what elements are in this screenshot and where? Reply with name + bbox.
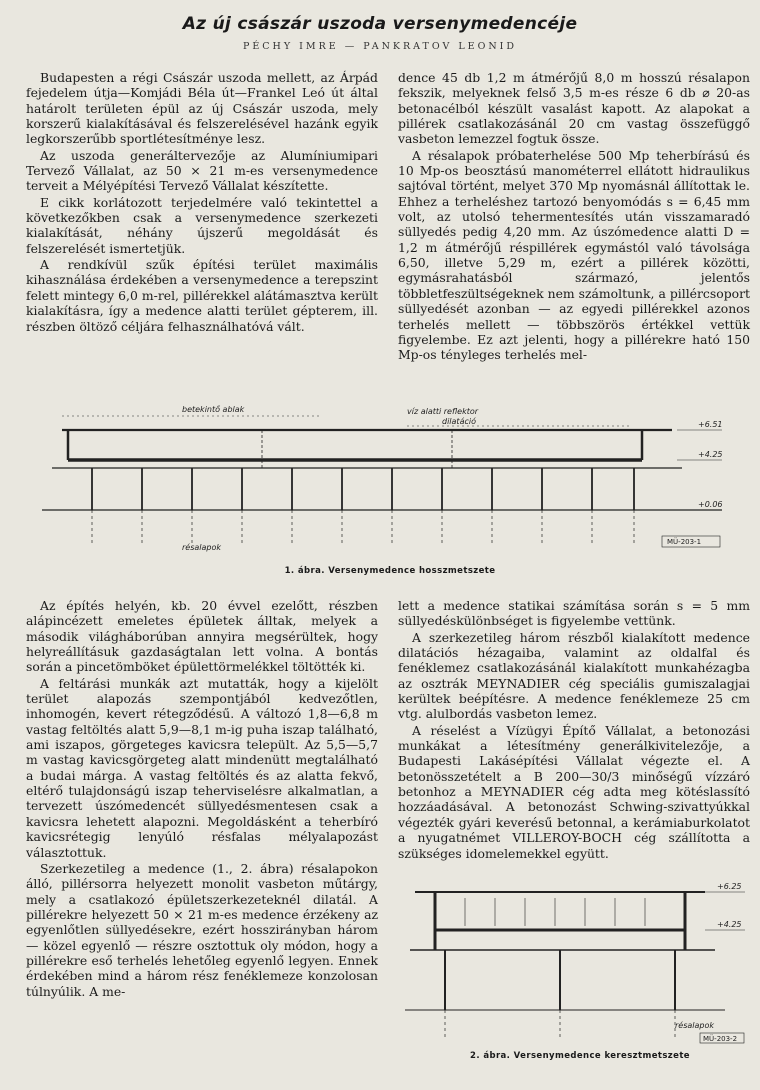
paragraph: A rendkívül szűk építési terület maximális kihasználása érdekében a versenymedence a terepszint felett mintegy 6,0 m-rel, pillérekkel alátámasztva került kialakításra, így a medence alatti terület gépterem, ill. részben öltöző céljára felhasználhatóvá vált.: [26, 257, 378, 334]
paragraph: A feltárási munkák azt mutatták, hogy a kijelölt terület alapozás szempontjából kedvezőtlen, inhomogén, kevert rétegződésű. A változó 1,8—6,8 m vastag feltöltés alatt 5,9—8,1 m-ig puha iszap található, ami iszapos, görgeteges kavicsra települt. Az 5,5—5,7 m vastag kavicsgörgeteg alatt mindenütt megtalálható a budai márga. A vastag feltöltés és az alatta fekvő, eltérő tulajdonságú iszap teherviselésre alkalmatlan, a tervezett úszómedencét süllyedésmentesen csak a kavicsra lehetett alapozni. Megoldásként a teherbíró kavicsrétegig lenyúló résfalas mélyalapozást választottuk.: [26, 675, 378, 860]
paragraph: dence 45 db 1,2 m átmérőjű 8,0 m hosszú résalapon fekszik, melyeknek felső 3,5 m-es része 6 db ⌀ 20-as betonacélból készült vasalást kapott. Az alapokat a pillérek csatlakozásánál 20 cm vastag összefüggő vasbeton lemezzel fogtuk össze.: [398, 70, 750, 147]
text-column-4: [398, 598, 750, 862]
label-piles: résalapok: [182, 543, 222, 552]
paragraph: Budapesten a régi Császár uszoda mellett, az Árpád fejedelem útja—Komjádi Béla út—Frankel Leó út által határolt területen épül az új Császár uszoda, mely korszerű kialakításával és felszerelésével hazánk egyik legkorszerűbb sportlétesítménye lesz.: [26, 70, 378, 147]
figure-2-cross-section: [405, 870, 750, 1045]
drawing-number: MÜ-203-2: [703, 1035, 738, 1043]
label-piles: résalapok: [675, 1021, 715, 1030]
paragraph: A résalapok próbaterhelése 500 Mp teherbírású és 10 Mp-os beosztású manométerrel ellátott hidraulikus sajtóval történt, melyet 370 Mp nyomásnál állítottak le. Ehhez a terheléshez tartozó benyomódás s = 6,45 mm volt, az utolsó tehermentesítés után visszamaradó süllyedés pedig 4,20 mm. Az úszómedence alatti D = 1,2 m átmérőjű réspillérek egymástól való távolsága 6,50, illetve 5,29 m, ezért a pillérek közötti, egymásrahatásból származó, jelentős többletfeszültségeknek nem számoltunk, a pillércsoport süllyedését azonban — az egyedi pillérekkel azonos terhelés mellett — többszörös értékkel vettük figyelembe. Ez azt jelenti, hogy a pillérekre ható 150 Mp-os tényleges terhelés mel-: [398, 147, 750, 363]
label-windows: betekintő ablak: [182, 405, 245, 414]
article-title: Az új császár uszoda versenymedencéje: [182, 14, 578, 34]
text-column-3: [26, 598, 378, 1000]
article-authors: PÉCHY IMRE — PANKRATOV LEONID: [242, 41, 518, 52]
label-dilatation: dilatáció: [442, 417, 476, 426]
text-column-1: [26, 70, 378, 335]
paragraph: Az építés helyén, kb. 20 évvel ezelőtt, részben alápincézett emeletes épületek álltak, melyek a második világháborúban annyira megsérültek, hogy helyreállításuk gazdaságtalan lett volna. A bontás során a pincetömböket épülettörmelékkel töltötték ki.: [26, 598, 378, 675]
drawing-number: MÜ-203-1: [667, 538, 702, 546]
level-mid: +4.25: [698, 450, 723, 459]
level-top: +6.51: [698, 420, 723, 429]
paragraph: E cikk korlátozott terjedelmére való tekintettel a következőkben csak a versenymedence szerkezeti kialakítását, néhány újszerű megoldását és felszerelését ismertetjük.: [26, 194, 378, 256]
level-top: +6.25: [717, 882, 742, 891]
figure-2-caption: 2. ábra. Versenymedence keresztmetszete: [470, 1051, 690, 1061]
paragraph: A szerkezetileg három részből kialakított medence dilatációs hézagaiba, valamint az oldalfal és fenéklemez csatlakozásánál kialakított munkahézagba az osztrák MEYNADIER cég speciális gumiszalagjai kerültek beépítésre. A medence fenéklemeze 25 cm vtg. alulbordás vasbeton lemez.: [398, 629, 750, 722]
paragraph: lett a medence statikai számítása során s = 5 mm süllyedéskülönbséget is figyelembe vettünk.: [398, 598, 750, 629]
level-ground: +0.06: [698, 500, 723, 509]
figure-1-caption: 1. ábra. Versenymedence hosszmetszete: [284, 566, 496, 576]
figure-1-longitudinal-section: [22, 398, 750, 553]
paragraph: A réselést a Vízügyi Építő Vállalat, a betonozási munkákat a létesítmény generálkivitelezője, a Budapesti Lakásépítési Vállalat végezte el. A betonösszetételt a B 200—30/3 minőségű vízzáró betonhoz a MEYNADIER cég adta meg kötéslassító hozzáadásával. A betonozást Schwing-szivattyúkkal végezték gyári keverésű betonnal, a kerámiaburkolatot a nyugatnémet VILLEROY-BOCH cég szállította a szükséges idomelemekkel együtt.: [398, 722, 750, 861]
label-reflector: víz alatti reflektor: [407, 407, 479, 416]
level-mid: +4.25: [717, 920, 742, 929]
paragraph: Az uszoda generáltervezője az Alumíniumipari Tervező Vállalat, az 50 × 21 m-es versenymedence terveit a Mélyépítési Tervező Vállalat készítette.: [26, 147, 378, 194]
paragraph: Szerkezetileg a medence (1., 2. ábra) résalapokon álló, pillérsorra helyezett monolit vasbeton műtárgy, mely a csatlakozó épületszerkezeteknél dilatál. A pillérekre helyezett 50 × 21 m-es medence érzékeny az egyenlőtlen süllyedésekre, ezért hosszirányban három — közel egyenlő — részre osztottuk oly módon, hogy a pillérekre eső terhelés lehetőleg egyenlő legyen. Ennek érdekében mind a három rész fenéklemeze konzolosan túlnyúlik. A me-: [26, 860, 378, 999]
text-column-2: [398, 70, 750, 364]
